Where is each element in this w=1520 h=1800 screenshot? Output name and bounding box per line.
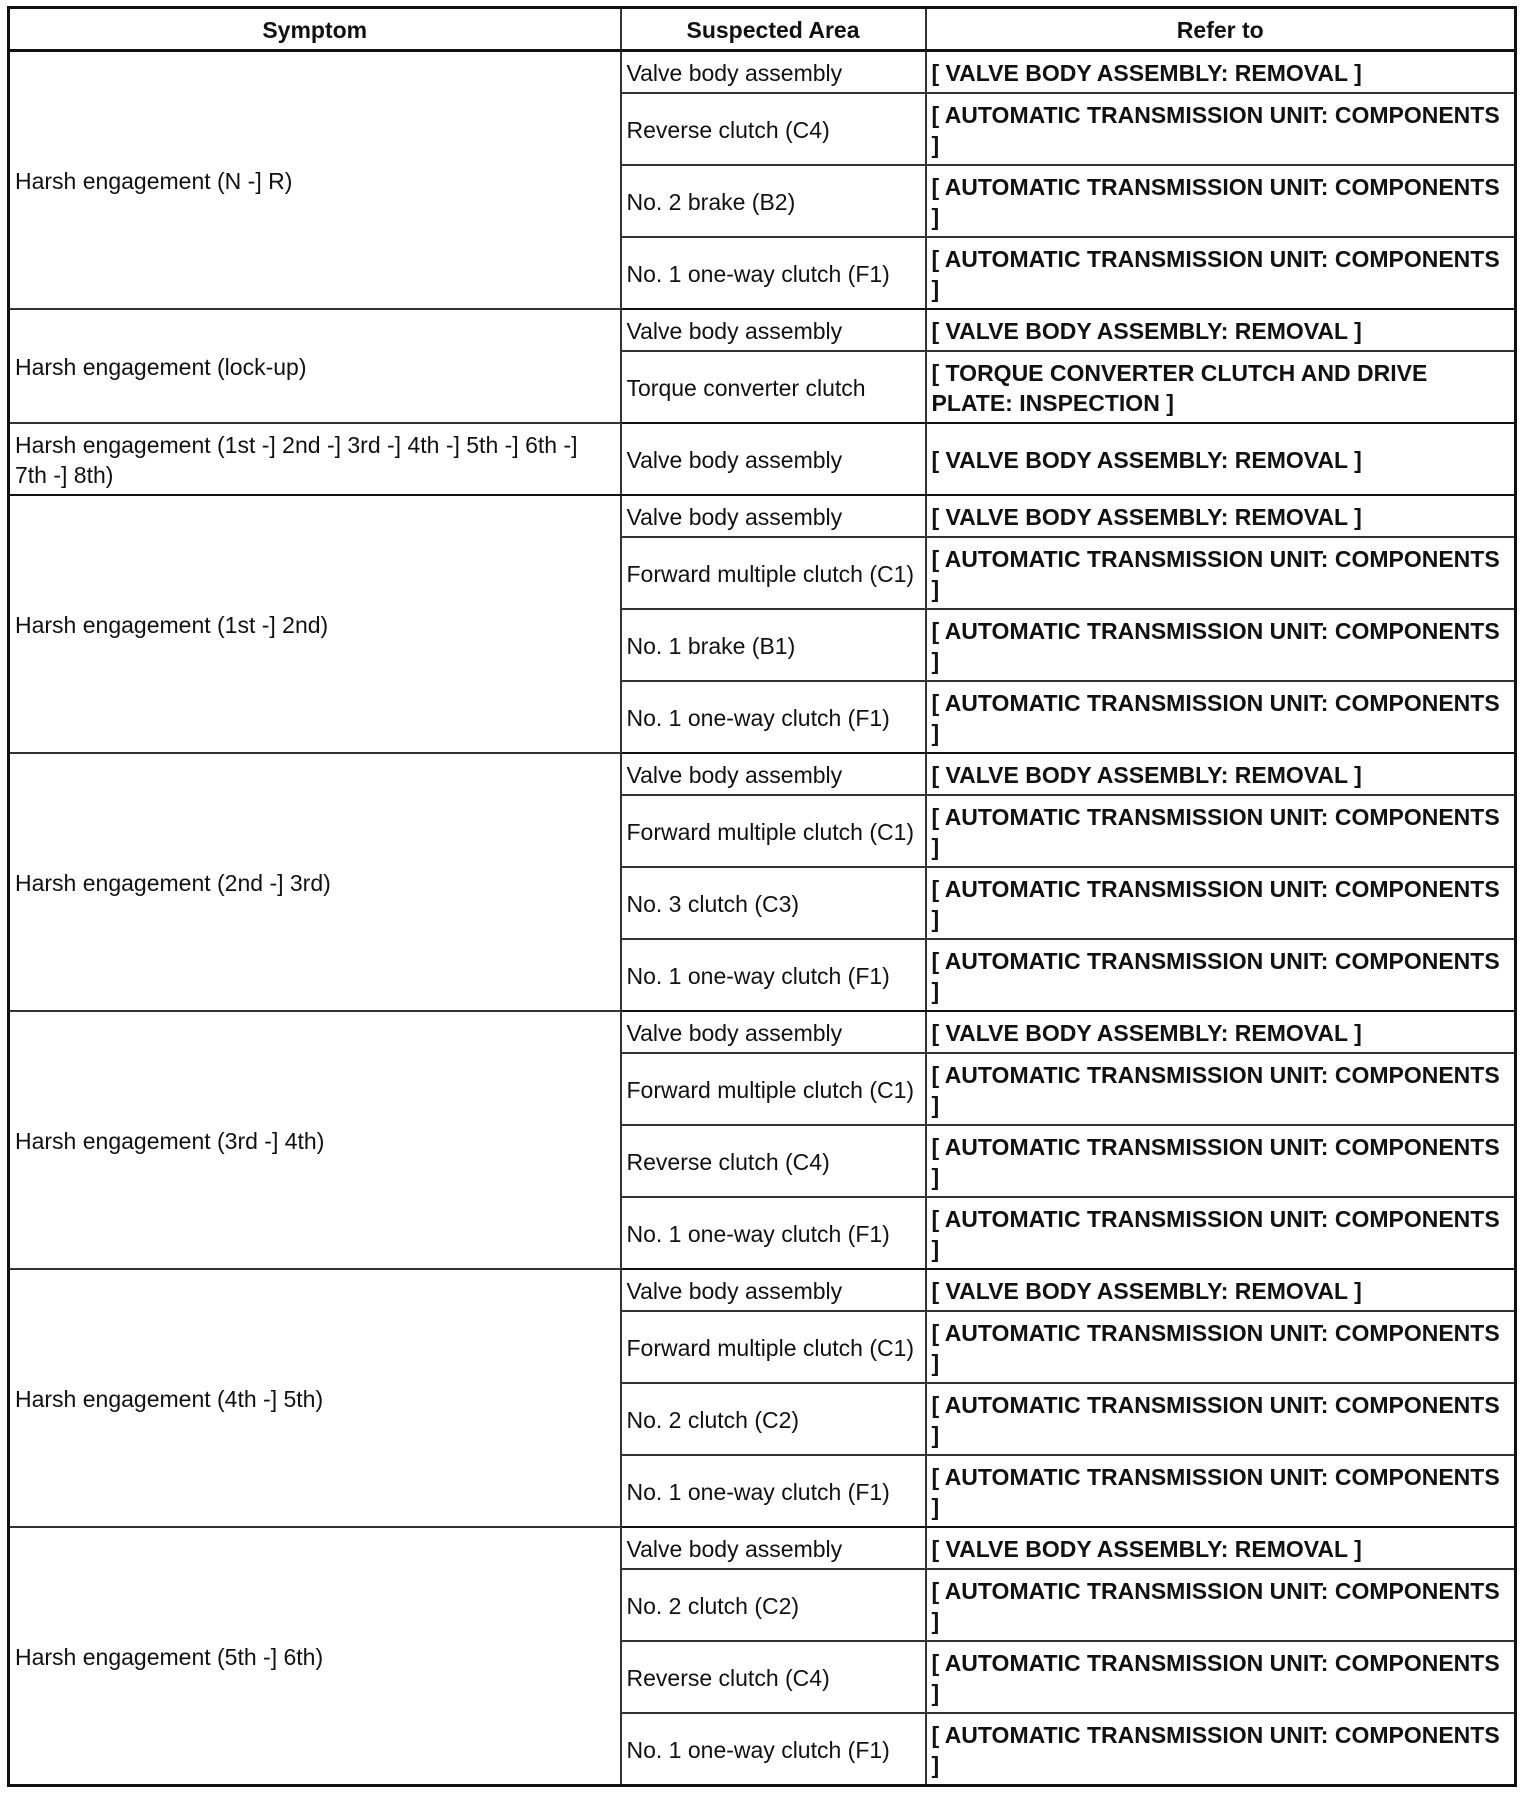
suspected-area-cell: Torque converter clutch	[621, 351, 926, 423]
refer-to-link[interactable]: [ VALVE BODY ASSEMBLY: REMOVAL ]	[926, 1527, 1516, 1569]
table-row	[9, 51, 1516, 94]
refer-to-link[interactable]: [ AUTOMATIC TRANSMISSION UNIT: COMPONENTS ]	[926, 1311, 1516, 1383]
refer-to-link[interactable]: [ AUTOMATIC TRANSMISSION UNIT: COMPONENTS ]	[926, 1713, 1516, 1786]
table-row	[9, 1269, 1516, 1311]
suspected-area-cell: Valve body assembly	[621, 51, 926, 94]
suspected-area-cell: Forward multiple clutch (C1)	[621, 1053, 926, 1125]
table-row	[9, 423, 1516, 495]
refer-to-link[interactable]: [ AUTOMATIC TRANSMISSION UNIT: COMPONENTS ]	[926, 537, 1516, 609]
refer-to-link[interactable]: [ TORQUE CONVERTER CLUTCH AND DRIVE PLATE: INSPECTION ]	[926, 351, 1516, 423]
suspected-area-cell: Valve body assembly	[621, 309, 926, 351]
suspected-area-cell: Valve body assembly	[621, 753, 926, 795]
table-row	[9, 1011, 1516, 1053]
header-refer-to: Refer to	[926, 8, 1516, 51]
refer-to-link[interactable]: [ VALVE BODY ASSEMBLY: REMOVAL ]	[926, 1011, 1516, 1053]
refer-to-link[interactable]: [ VALVE BODY ASSEMBLY: REMOVAL ]	[926, 1269, 1516, 1311]
suspected-area-cell: No. 3 clutch (C3)	[621, 867, 926, 939]
refer-to-link[interactable]: [ AUTOMATIC TRANSMISSION UNIT: COMPONENTS ]	[926, 165, 1516, 237]
table-row	[9, 495, 1516, 537]
refer-to-link[interactable]: [ AUTOMATIC TRANSMISSION UNIT: COMPONENTS ]	[926, 795, 1516, 867]
header-symptom: Symptom	[9, 8, 621, 51]
refer-to-link[interactable]: [ AUTOMATIC TRANSMISSION UNIT: COMPONENTS ]	[926, 1053, 1516, 1125]
refer-to-link[interactable]: [ VALVE BODY ASSEMBLY: REMOVAL ]	[926, 309, 1516, 351]
refer-to-link[interactable]: [ AUTOMATIC TRANSMISSION UNIT: COMPONENTS ]	[926, 609, 1516, 681]
suspected-area-cell: Valve body assembly	[621, 1269, 926, 1311]
suspected-area-cell: Reverse clutch (C4)	[621, 93, 926, 165]
suspected-area-cell: Valve body assembly	[621, 423, 926, 495]
symptom-table	[7, 6, 1517, 1787]
suspected-area-cell: No. 2 brake (B2)	[621, 165, 926, 237]
table-row	[9, 309, 1516, 351]
table-body	[9, 51, 1516, 1786]
suspected-area-cell: No. 1 one-way clutch (F1)	[621, 681, 926, 753]
refer-to-link[interactable]: [ AUTOMATIC TRANSMISSION UNIT: COMPONENTS ]	[926, 1455, 1516, 1527]
refer-to-link[interactable]: [ AUTOMATIC TRANSMISSION UNIT: COMPONENTS ]	[926, 1641, 1516, 1713]
suspected-area-cell: No. 1 one-way clutch (F1)	[621, 237, 926, 309]
suspected-area-cell: No. 1 one-way clutch (F1)	[621, 1713, 926, 1786]
symptom-cell: Harsh engagement (5th -] 6th)	[9, 1527, 621, 1786]
refer-to-link[interactable]: [ VALVE BODY ASSEMBLY: REMOVAL ]	[926, 495, 1516, 537]
suspected-area-cell: No. 2 clutch (C2)	[621, 1569, 926, 1641]
suspected-area-cell: Forward multiple clutch (C1)	[621, 1311, 926, 1383]
refer-to-link[interactable]: [ AUTOMATIC TRANSMISSION UNIT: COMPONENTS ]	[926, 1125, 1516, 1197]
refer-to-link[interactable]: [ AUTOMATIC TRANSMISSION UNIT: COMPONENTS ]	[926, 1383, 1516, 1455]
refer-to-link[interactable]: [ AUTOMATIC TRANSMISSION UNIT: COMPONENTS ]	[926, 1569, 1516, 1641]
suspected-area-cell: No. 1 one-way clutch (F1)	[621, 1197, 926, 1269]
suspected-area-cell: No. 1 one-way clutch (F1)	[621, 939, 926, 1011]
table-header	[9, 8, 1516, 51]
symptom-cell: Harsh engagement (lock-up)	[9, 309, 621, 423]
suspected-area-cell: Reverse clutch (C4)	[621, 1641, 926, 1713]
suspected-area-cell: Valve body assembly	[621, 1527, 926, 1569]
suspected-area-cell: No. 2 clutch (C2)	[621, 1383, 926, 1455]
suspected-area-cell: No. 1 one-way clutch (F1)	[621, 1455, 926, 1527]
refer-to-link[interactable]: [ AUTOMATIC TRANSMISSION UNIT: COMPONENTS ]	[926, 237, 1516, 309]
symptom-cell: Harsh engagement (1st -] 2nd)	[9, 495, 621, 753]
refer-to-link[interactable]: [ AUTOMATIC TRANSMISSION UNIT: COMPONENTS ]	[926, 681, 1516, 753]
troubleshooting-sheet	[7, 6, 1514, 1787]
refer-to-link[interactable]: [ VALVE BODY ASSEMBLY: REMOVAL ]	[926, 423, 1516, 495]
refer-to-link[interactable]: [ VALVE BODY ASSEMBLY: REMOVAL ]	[926, 51, 1516, 94]
table-row	[9, 753, 1516, 795]
table-row	[9, 1527, 1516, 1569]
header-suspected-area: Suspected Area	[621, 8, 926, 51]
symptom-cell: Harsh engagement (N -] R)	[9, 51, 621, 310]
symptom-cell: Harsh engagement (2nd -] 3rd)	[9, 753, 621, 1011]
refer-to-link[interactable]: [ VALVE BODY ASSEMBLY: REMOVAL ]	[926, 753, 1516, 795]
symptom-cell: Harsh engagement (3rd -] 4th)	[9, 1011, 621, 1269]
symptom-cell: Harsh engagement (4th -] 5th)	[9, 1269, 621, 1527]
symptom-cell: Harsh engagement (1st -] 2nd -] 3rd -] 4th -] 5th -] 6th -] 7th -] 8th)	[9, 423, 621, 495]
refer-to-link[interactable]: [ AUTOMATIC TRANSMISSION UNIT: COMPONENTS ]	[926, 1197, 1516, 1269]
header-row	[9, 8, 1516, 51]
suspected-area-cell: Valve body assembly	[621, 1011, 926, 1053]
suspected-area-cell: Forward multiple clutch (C1)	[621, 537, 926, 609]
suspected-area-cell: No. 1 brake (B1)	[621, 609, 926, 681]
suspected-area-cell: Reverse clutch (C4)	[621, 1125, 926, 1197]
refer-to-link[interactable]: [ AUTOMATIC TRANSMISSION UNIT: COMPONENTS ]	[926, 867, 1516, 939]
refer-to-link[interactable]: [ AUTOMATIC TRANSMISSION UNIT: COMPONENTS ]	[926, 93, 1516, 165]
suspected-area-cell: Valve body assembly	[621, 495, 926, 537]
suspected-area-cell: Forward multiple clutch (C1)	[621, 795, 926, 867]
refer-to-link[interactable]: [ AUTOMATIC TRANSMISSION UNIT: COMPONENTS ]	[926, 939, 1516, 1011]
